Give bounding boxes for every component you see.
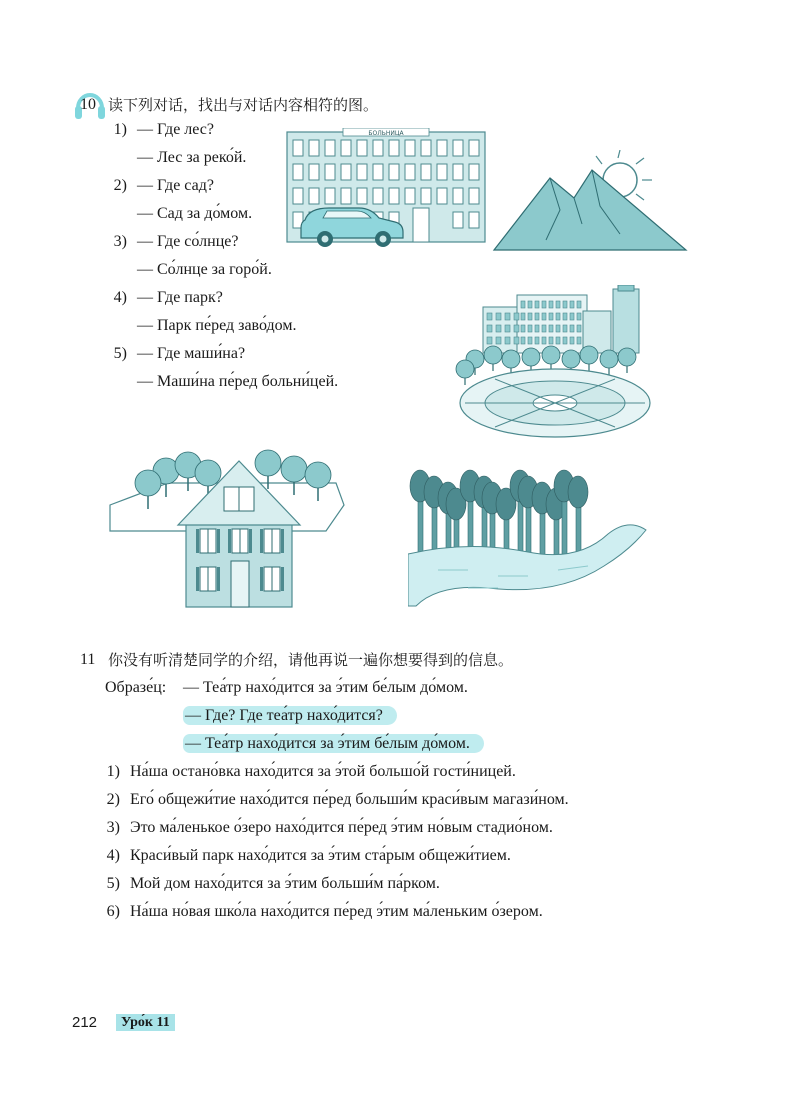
- exercise-11-instruction: 你没有听清楚同学的介绍，请他再说一遍你想要得到的信息。: [108, 651, 514, 669]
- page-number: 212: [72, 1014, 98, 1031]
- exercise-10-instruction: 读下列对话，找出与对话内容相符的图。: [108, 96, 379, 114]
- dialogue-5-question: 5) — Где маши́на?: [113, 345, 246, 362]
- forest-river-illustration: [408, 458, 648, 608]
- exercise-10-number: 10: [80, 96, 96, 113]
- factory-park-illustration: [455, 285, 655, 445]
- dialogue-2-question: 2) — Где сад?: [113, 177, 214, 194]
- dialogue-5-answer: — Маши́на пе́ред больни́цей.: [137, 373, 339, 390]
- sample-line-3: — Теа́тр нахо́дится за э́тим бе́лым до́мом.: [183, 734, 484, 754]
- sample-line-2: — Где? Где теа́тр нахо́дится?: [183, 706, 397, 726]
- dialogue-2-answer: — Сад за до́мом.: [137, 205, 253, 222]
- dialogue-3-answer: — Со́лнце за горо́й.: [137, 261, 272, 278]
- list-item: 5) Мой дом нахо́дится за э́тим больши́м па́рком.: [106, 875, 440, 892]
- list-item: 6) На́ша но́вая шко́ла нахо́дится пе́ред э́тим ма́леньким о́зером.: [106, 903, 543, 920]
- sample-label: Образе́ц:: [105, 679, 167, 696]
- mountain-sun-illustration: [490, 150, 690, 260]
- list-item: 4) Краси́вый парк нахо́дится за э́тим ста́рым общежи́тием.: [106, 847, 511, 864]
- dialogue-1-question: 1) — Где лес?: [113, 121, 214, 138]
- dialogue-4-answer: — Парк пе́ред заво́дом.: [137, 317, 297, 334]
- dialogue-3-question: 3) — Где со́лнце?: [113, 233, 239, 250]
- list-item: 3) Это ма́ленькое о́зеро нахо́дится пе́ред э́тим но́вым стадио́ном.: [106, 819, 553, 836]
- sample-line-1: — Теа́тр нахо́дится за э́тим бе́лым до́мом.: [183, 679, 468, 696]
- dialogue-4-question: 4) — Где парк?: [113, 289, 223, 306]
- exercise-11-number: 11: [80, 651, 96, 668]
- house-garden-illustration: [108, 443, 358, 608]
- list-item: 1) На́ша остано́вка нахо́дится за э́той большо́й гости́ницей.: [106, 763, 516, 780]
- hospital-car-illustration: [283, 128, 493, 253]
- hospital-sign: БОЛЬНИЦА: [368, 130, 404, 137]
- dialogue-1-answer: — Лес за реко́й.: [137, 149, 247, 166]
- lesson-label: Уро́к 11: [116, 1012, 175, 1033]
- list-item: 2) Его́ общежи́тие нахо́дится пе́ред больши́м краси́вым магази́ном.: [106, 791, 569, 808]
